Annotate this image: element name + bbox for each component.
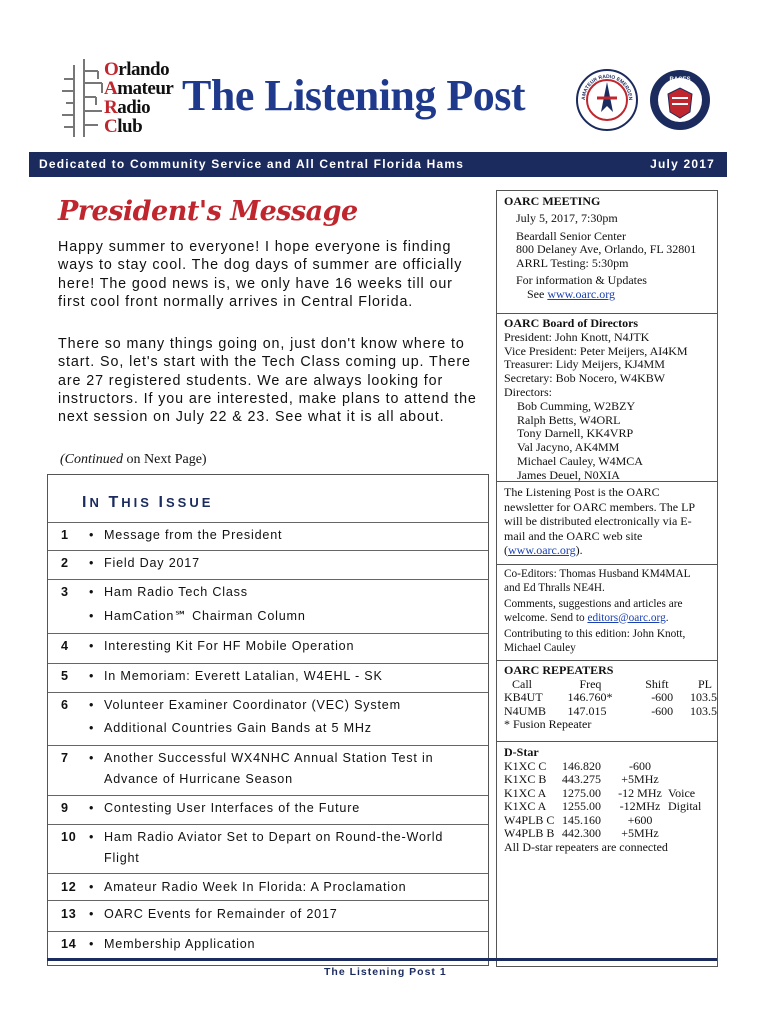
footer-page-label: The Listening Post 1 (324, 966, 447, 978)
antenna-tower-icon (60, 57, 106, 139)
comments: Comments, suggestions and articles are welcome. Send to editors@oarc.org. (504, 598, 683, 624)
director-name: Michael Cauley, W4MCA (517, 453, 643, 468)
dstar-table (504, 760, 701, 841)
info-see-line: See www.oarc.org (527, 286, 615, 301)
about-block (497, 485, 717, 558)
board-line: President: John Knott, N4JTK (504, 329, 650, 344)
fusion-note: * Fusion Repeater (504, 717, 592, 732)
about-text: The Listening Post is the OARC newsletter for OARC members. The LP will be distributed electronically via E-mail and the OARC web site (www.oarc.org). (504, 485, 695, 557)
issue-row[interactable]: • Additional Countries Gain Bands at 5 MHz (89, 721, 372, 735)
issue-row[interactable]: 2 • Field Day 2017 (48, 550, 488, 579)
issue-row[interactable]: 6 • Volunteer Examiner Coordinator (VEC) System (48, 692, 488, 717)
issue-row[interactable]: 14 • Membership Application (48, 931, 488, 959)
dstar-block (497, 746, 717, 855)
svg-text:RACES: RACES (669, 77, 691, 83)
director-name: James Deuel, N0XIA (517, 467, 620, 482)
board-line: Directors: (504, 384, 552, 399)
repeaters-table (504, 678, 717, 719)
footer-rule (47, 958, 717, 961)
meeting-title: OARC MEETING (504, 194, 601, 208)
board-line: Treasurer: Lidy Meijers, KJ4MM (504, 357, 665, 372)
issue-row[interactable]: 1 • Message from the President (48, 522, 488, 550)
oarc-website-link[interactable]: www.oarc.org (547, 286, 615, 301)
logo-line-club: Club (104, 116, 143, 137)
dstar-row: W4PLB B 442.300 +5MHz (504, 826, 659, 841)
meeting-place: Beardall Senior Center (516, 228, 626, 243)
dedication-banner (29, 152, 727, 177)
editors-email-link[interactable]: editors@oarc.org (587, 611, 666, 624)
board-line: Secretary: Bob Nocero, W4KBW (504, 371, 666, 386)
repeater-row: KB4UT 146.760* -600 103.5 (504, 690, 717, 705)
info-sidebar (496, 190, 718, 967)
dstar-title: D-Star (504, 745, 539, 759)
repeater-row: N4UMB 147.015 -600 103.5 (504, 703, 717, 718)
races-seal-icon (648, 68, 712, 132)
director-name: Val Jacyno, AK4MM (517, 440, 620, 455)
divider (497, 313, 717, 314)
issue-row[interactable]: 13 • OARC Events for Remainder of 2017 (48, 900, 488, 931)
contributing: Contributing to this edition: John Knott, Michael Cauley (504, 628, 686, 654)
director-name: Ralph Betts, W4ORL (517, 412, 621, 427)
logo-line-amateur: Amateur (104, 78, 174, 99)
arrl-testing: ARRL Testing: 5:30pm (516, 256, 629, 271)
logo-line-radio: Radio (104, 97, 151, 118)
svg-text:AMATEUR RADIO EMERGENCY SERVIC: AMATEUR RADIO EMERGEN (580, 73, 634, 101)
issue-row[interactable]: • HamCation℠ Chairman Column (89, 609, 306, 623)
dstar-row: K1XC A 1255.00 -12MHz Digital (504, 799, 702, 814)
dstar-note: All D-star repeaters are connected (504, 839, 668, 854)
board-block (497, 317, 717, 483)
repeaters-title: OARC REPEATERS (504, 663, 614, 677)
board-title: OARC Board of Directors (504, 316, 639, 330)
presidents-message-paragraph-1: Happy summer to everyone! I hope everyone is finding ways to stay cool. The dog days of summer are officially here! The good news is, we only have 16 weeks till our first cool front normally arrives in Central Florida. (58, 239, 463, 310)
divider (497, 481, 717, 482)
oarc-logo (60, 57, 180, 139)
issue-row[interactable]: 10 • Ham Radio Aviator Set to Depart on Round-the-World Flight (48, 824, 488, 874)
dstar-row: K1XC A 1275.00 -12 MHz Voice (504, 785, 696, 800)
oarc-website-link[interactable]: www.oarc.org (508, 543, 576, 557)
issue-row[interactable]: 7 • Another Successful WX4NHC Annual Station Test in Advance of Hurricane Season (48, 745, 488, 795)
dstar-row: K1XC C 146.820 -600 (504, 758, 651, 773)
director-name: Bob Cumming, W2BZY (517, 398, 636, 413)
presidents-message-paragraph-2: There so many things going on, just don't know where to start. So, let's start with the Tech Class coming up. There are 27 registered students. We are always looking for instructors. If you are interested, make plans to attend the next session on July 22 & 23. See what it is all about. (58, 336, 477, 426)
issue-row[interactable]: 3 • Ham Radio Tech Class (48, 579, 488, 605)
divider (497, 660, 717, 661)
issue-row[interactable]: 4 • Interesting Kit For HF Mobile Operation (48, 633, 488, 663)
in-this-issue-heading: IN THIS ISSUE (82, 494, 214, 511)
divider (497, 564, 717, 565)
coeditors: Co-Editors: Thomas Husband KM4MAL and Ed Thralls NE4H. (504, 568, 691, 594)
repeaters-block (497, 664, 717, 732)
newsletter-title: The Listening Post (182, 71, 526, 120)
logo-line-orlando: Orlando (104, 59, 170, 80)
issue-row[interactable]: 5 • In Memoriam: Everett Latalian, W4EHL - SK (48, 663, 488, 693)
banner-tagline: Dedicated to Community Service and All Central Florida Hams (39, 157, 465, 171)
repeaters-header-row: Call Freq Shift PL (512, 676, 713, 691)
issue-row[interactable]: 12 • Amateur Radio Week In Florida: A Proclamation (48, 873, 488, 900)
info-updates: For information & Updates (516, 272, 647, 287)
ares-seal-icon (575, 68, 639, 132)
dstar-row: K1XC B 443.275 +5MHz (504, 772, 659, 787)
board-line: Vice President: Peter Meijers, AI4KM (504, 343, 688, 358)
meeting-address: 800 Delaney Ave, Orlando, FL 32801 (516, 242, 697, 257)
meeting-date: July 5, 2017, 7:30pm (516, 210, 618, 225)
editors-block (497, 568, 717, 655)
presidents-message-title: President's Message (58, 196, 358, 227)
dstar-row: W4PLB C 145.160 +600 (504, 812, 653, 827)
director-name: Tony Darnell, KK4VRP (517, 426, 634, 441)
issue-date: July 2017 (650, 157, 715, 171)
issue-row[interactable]: 9 • Contesting User Interfaces of the Future (48, 795, 488, 824)
divider (497, 741, 717, 742)
continued-note: (Continued on Next Page) (60, 452, 207, 467)
meeting-block (497, 195, 717, 302)
